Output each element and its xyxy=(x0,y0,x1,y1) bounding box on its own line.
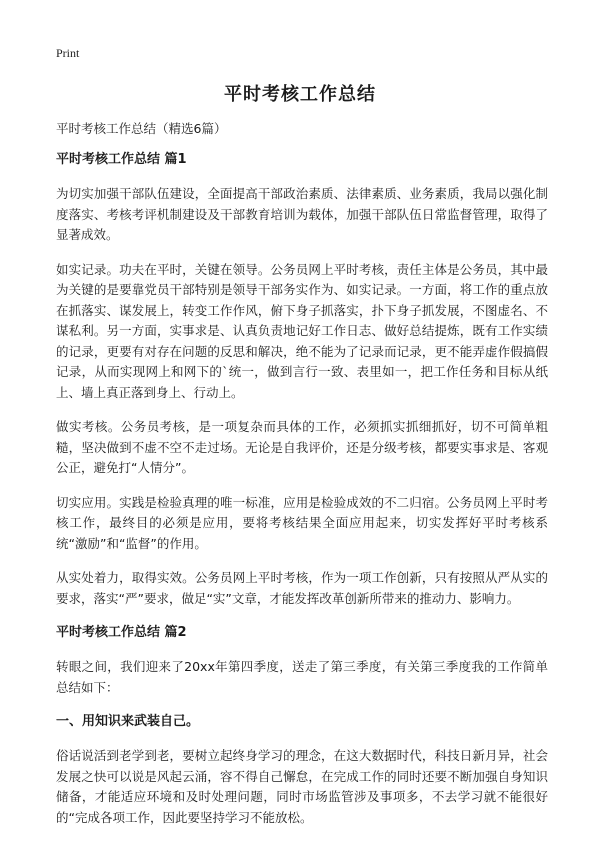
paragraph: 俗话说活到老学到老，要树立起终身学习的理念，在这大数据时代，科技日新月异，社会发展之快可以说是风起云涌，容不得自己懈怠，在完成工作的同时还要不断加强自身知识储备，才能适应环境和及时处理问题，同时市场监管涉及事项多，不去学习就不能很好的“完成各项工作，因此要坚持学习不能放松。 xyxy=(56,748,548,825)
subsection-heading: 一、用知识来武装自己。 xyxy=(56,714,200,729)
section-heading: 平时考核工作总结 篇1 xyxy=(56,152,187,167)
page-title: 平时考核工作总结 xyxy=(224,84,376,105)
paragraph: 转眼之间，我们迎来了20xx年第四季度，送走了第三季度，有关第三季度我的工作简单总结如下： xyxy=(56,659,548,695)
paragraph: 如实记录。功夫在平时，关键在领导。公务员网上平时考核，责任主体是公务员，其中最为关键的是要靠党员干部特别是领导干部务实作为、如实记录。一方面，将工作的重点放在抓落实、谋发展上，转变工作作风，俯下身子抓落实，扑下身子抓发展，不图虚名、不谋私利。另一方面，实事求是、认真负责地记好工作日志、做好总结提炼，既有工作实绩的记录，更要有对存在问题的反思和解决，绝不能为了记录而记录，更不能弄虚作假搞假记录，从而实现网上和网下的`统一，做到言行一致、表里如一，把工作任务和目标从纸上、墙上真正落到身上、行动上。 xyxy=(56,261,548,400)
paragraph: 从实处着力，取得实效。公务员网上平时考核，作为一项工作创新，只有按照从严从实的要求，落实“严”要求，做足“实”文章，才能发挥改革创新所带来的推动力、影响力。 xyxy=(56,570,548,606)
document-body xyxy=(56,150,548,842)
document-subtitle: 平时考核工作总结（精选6篇） xyxy=(56,121,227,136)
paragraph: 切实应用。实践是检验真理的唯一标准，应用是检验成效的不二归宿。公务员网上平时考核工作，最终目的必须是应用，要将考核结果全面应用起来，切实发挥好平时考核系统“激励”和“监督”的作用。 xyxy=(56,494,548,551)
print-link[interactable]: Print xyxy=(56,46,80,60)
paragraph: 为切实加强干部队伍建设，全面提高干部政治素质、法律素质、业务素质，我局以强化制度落实、考核考评机制建设及干部教育培训为载体，加强干部队伍日常监督管理，取得了显著成效。 xyxy=(56,186,548,242)
paragraph: 做实考核。公务员考核，是一项复杂而具体的工作，必须抓实抓细抓好，切不可简单粗糙，坚决做到不虚不空不走过场。无论是自我评价，还是分级考核，都要实事求是、客观公正，避免打“人情分”。 xyxy=(56,419,548,475)
section-heading: 平时考核工作总结 篇2 xyxy=(56,625,187,640)
